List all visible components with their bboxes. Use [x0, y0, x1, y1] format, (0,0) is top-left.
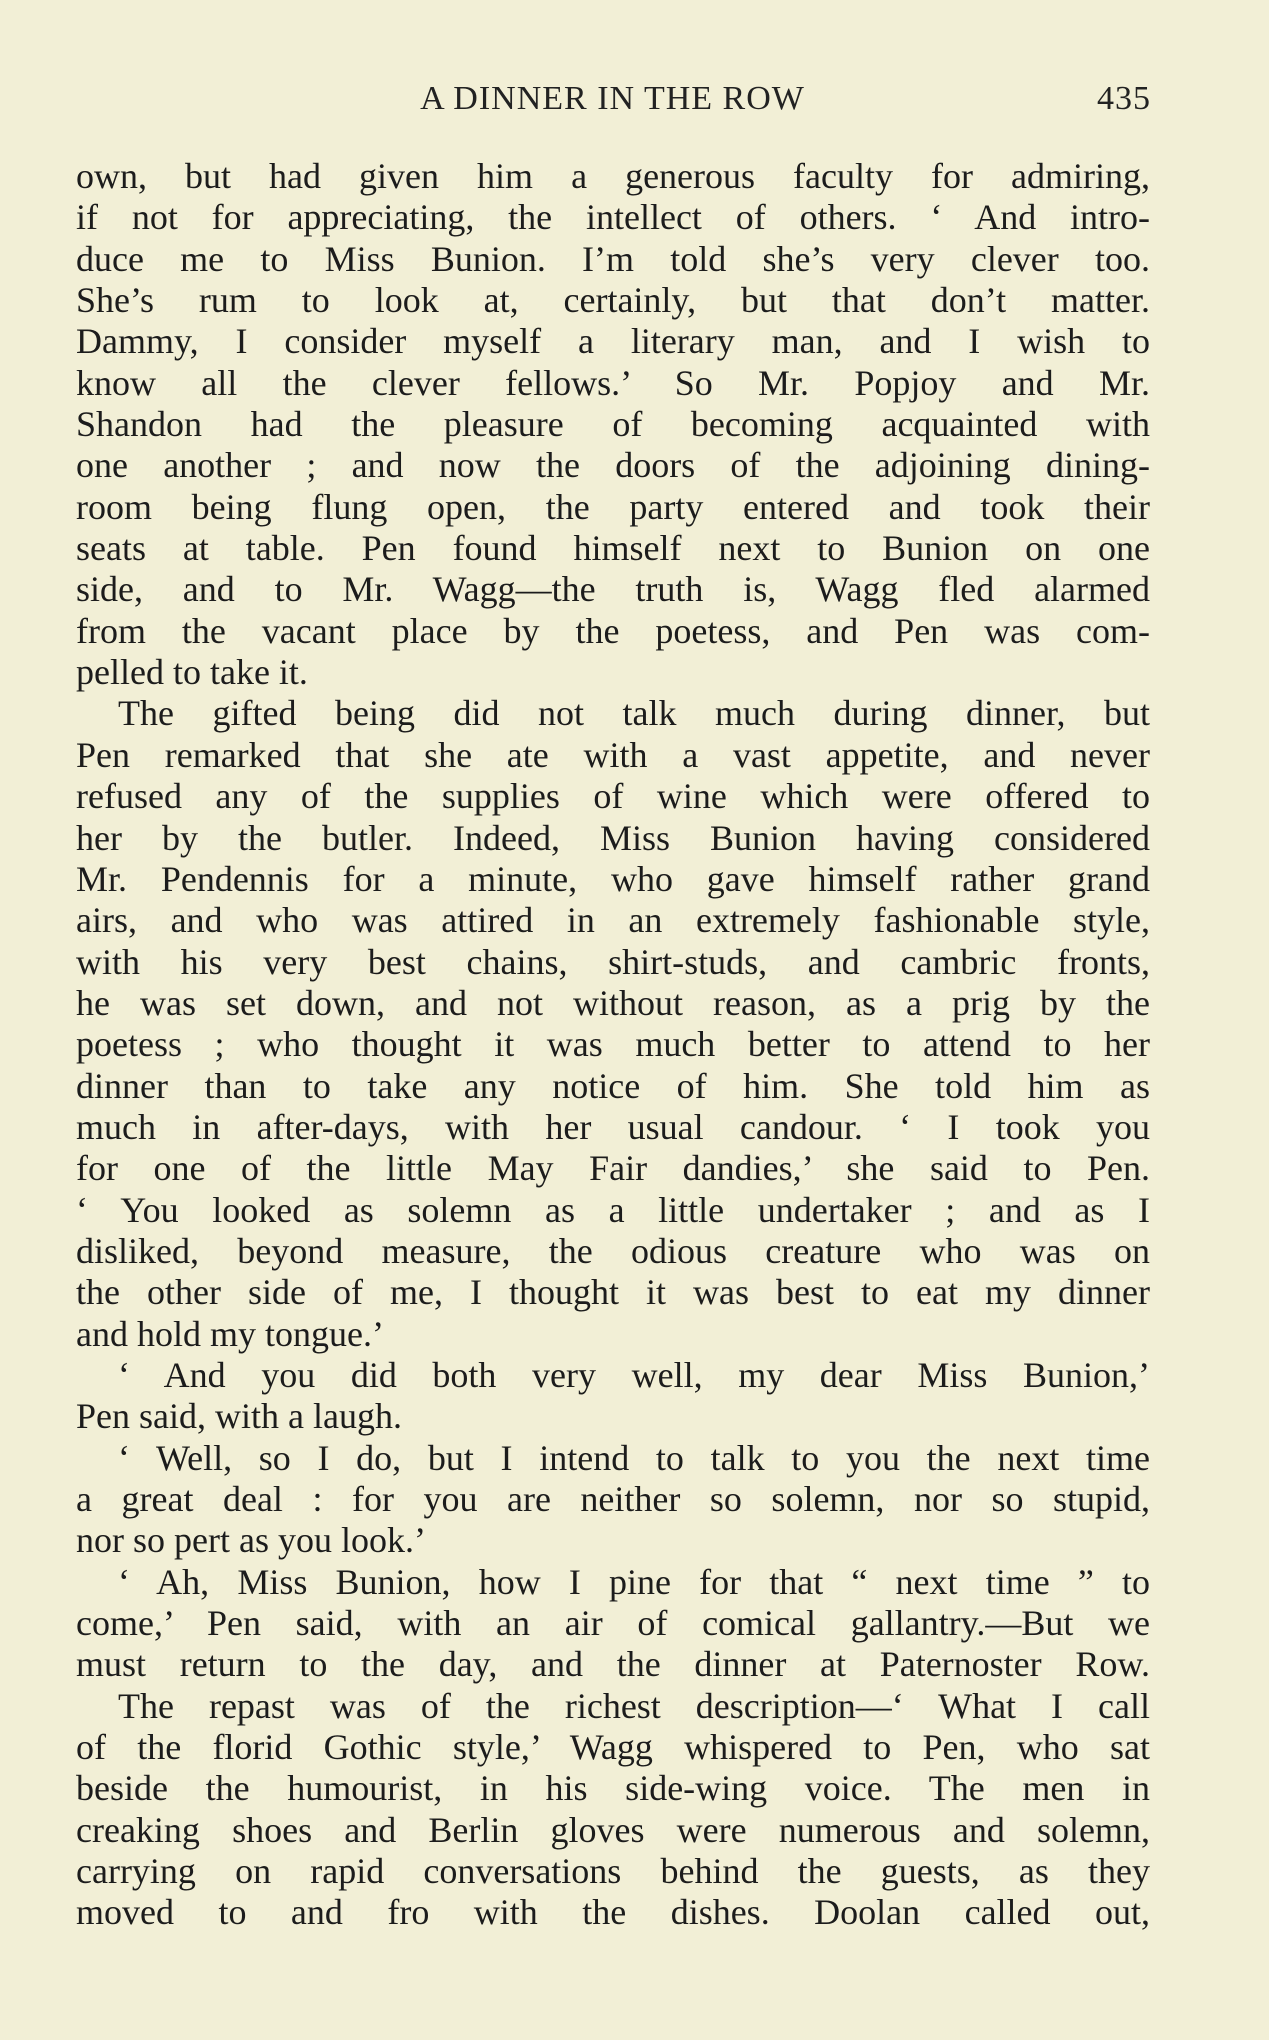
- text-line: moved to and fro with the dishes. Doolan called out,: [76, 1892, 1150, 1933]
- text-line: Pen remarked that she ate with a vast appetite, and never: [76, 734, 1150, 775]
- text-line: must return to the day, and the dinner at Paternoster Row.: [76, 1644, 1150, 1685]
- text-line: airs, and who was attired in an extremely fashionable style,: [76, 900, 1150, 941]
- text-line: refused any of the supplies of wine which were offered to: [76, 776, 1150, 817]
- text-line: if not for appreciating, the intellect of others. ‘ And intro-: [76, 197, 1150, 238]
- text-line: pelled to take it.: [76, 652, 308, 693]
- text-line: much in after-days, with her usual candour. ‘ I took you: [76, 1106, 1150, 1147]
- text-line: of the florid Gothic style,’ Wagg whispered to Pen, who sat: [76, 1727, 1150, 1768]
- page-header: [70, 80, 1155, 130]
- text-line: know all the clever fellows.’ So Mr. Popjoy and Mr.: [76, 362, 1150, 403]
- text-line: ‘ You looked as solemn as a little undertaker ; and as I: [76, 1189, 1150, 1230]
- text-line: poetess ; who thought it was much better to attend to her: [76, 1024, 1150, 1065]
- text-line: the other side of me, I thought it was best to eat my dinner: [76, 1272, 1150, 1313]
- text-line: with his very best chains, shirt-studs, and cambric fronts,: [76, 941, 1150, 982]
- text-line: ‘ Well, so I do, but I intend to talk to you the next time: [118, 1437, 1150, 1478]
- text-line: he was set down, and not without reason, as a prig by the: [76, 982, 1150, 1023]
- text-line: side, and to Mr. Wagg—the truth is, Wagg fled alarmed: [76, 569, 1150, 610]
- text-line: She’s rum to look at, certainly, but that don’t matter.: [76, 280, 1150, 321]
- text-line: ‘ And you did both very well, my dear Miss Bunion,’: [118, 1354, 1150, 1395]
- text-line: Dammy, I consider myself a literary man, and I wish to: [76, 321, 1150, 362]
- text-line: The gifted being did not talk much during dinner, but: [118, 693, 1150, 734]
- text-line: a great deal : for you are neither so solemn, nor so stupid,: [76, 1479, 1150, 1519]
- text-line: Pen said, with a laugh.: [76, 1396, 402, 1437]
- text-line: nor so pert as you look.’: [76, 1520, 426, 1561]
- text-line: Mr. Pendennis for a minute, who gave himself rather grand: [76, 858, 1150, 899]
- page-number: 435: [1097, 80, 1151, 117]
- text-line: Shandon had the pleasure of becoming acquainted with: [76, 404, 1150, 445]
- text-line: come,’ Pen said, with an air of comical gallantry.—But we: [76, 1603, 1150, 1644]
- text-line: disliked, beyond measure, the odious creature who was on: [76, 1230, 1150, 1271]
- body-text: [76, 156, 1150, 1934]
- text-line: duce me to Miss Bunion. I’m told she’s very clever too.: [76, 238, 1150, 279]
- text-line: own, but had given him a generous faculty for admiring,: [76, 156, 1150, 196]
- text-line: The repast was of the richest description—‘ What I call: [118, 1685, 1150, 1726]
- text-line: room being flung open, the party entered and took their: [76, 486, 1150, 527]
- text-line: and hold my tongue.’: [76, 1313, 384, 1354]
- text-line: ‘ Ah, Miss Bunion, how I pine for that “ next time ” to: [118, 1561, 1150, 1602]
- text-line: beside the humourist, in his side-wing voice. The men in: [76, 1768, 1150, 1809]
- text-line: for one of the little May Fair dandies,’ she said to Pen.: [76, 1148, 1150, 1189]
- text-line: dinner than to take any notice of him. She told him as: [76, 1065, 1150, 1106]
- text-line: creaking shoes and Berlin gloves were numerous and solemn,: [76, 1809, 1150, 1850]
- running-head: A DINNER IN THE ROW: [420, 80, 805, 117]
- text-line: carrying on rapid conversations behind the guests, as they: [76, 1851, 1150, 1892]
- text-line: from the vacant place by the poetess, and Pen was com-: [76, 610, 1150, 651]
- text-line: seats at table. Pen found himself next to Bunion on one: [76, 528, 1150, 569]
- text-line: one another ; and now the doors of the adjoining dining-: [76, 445, 1150, 486]
- text-line: her by the butler. Indeed, Miss Bunion having considered: [76, 817, 1150, 858]
